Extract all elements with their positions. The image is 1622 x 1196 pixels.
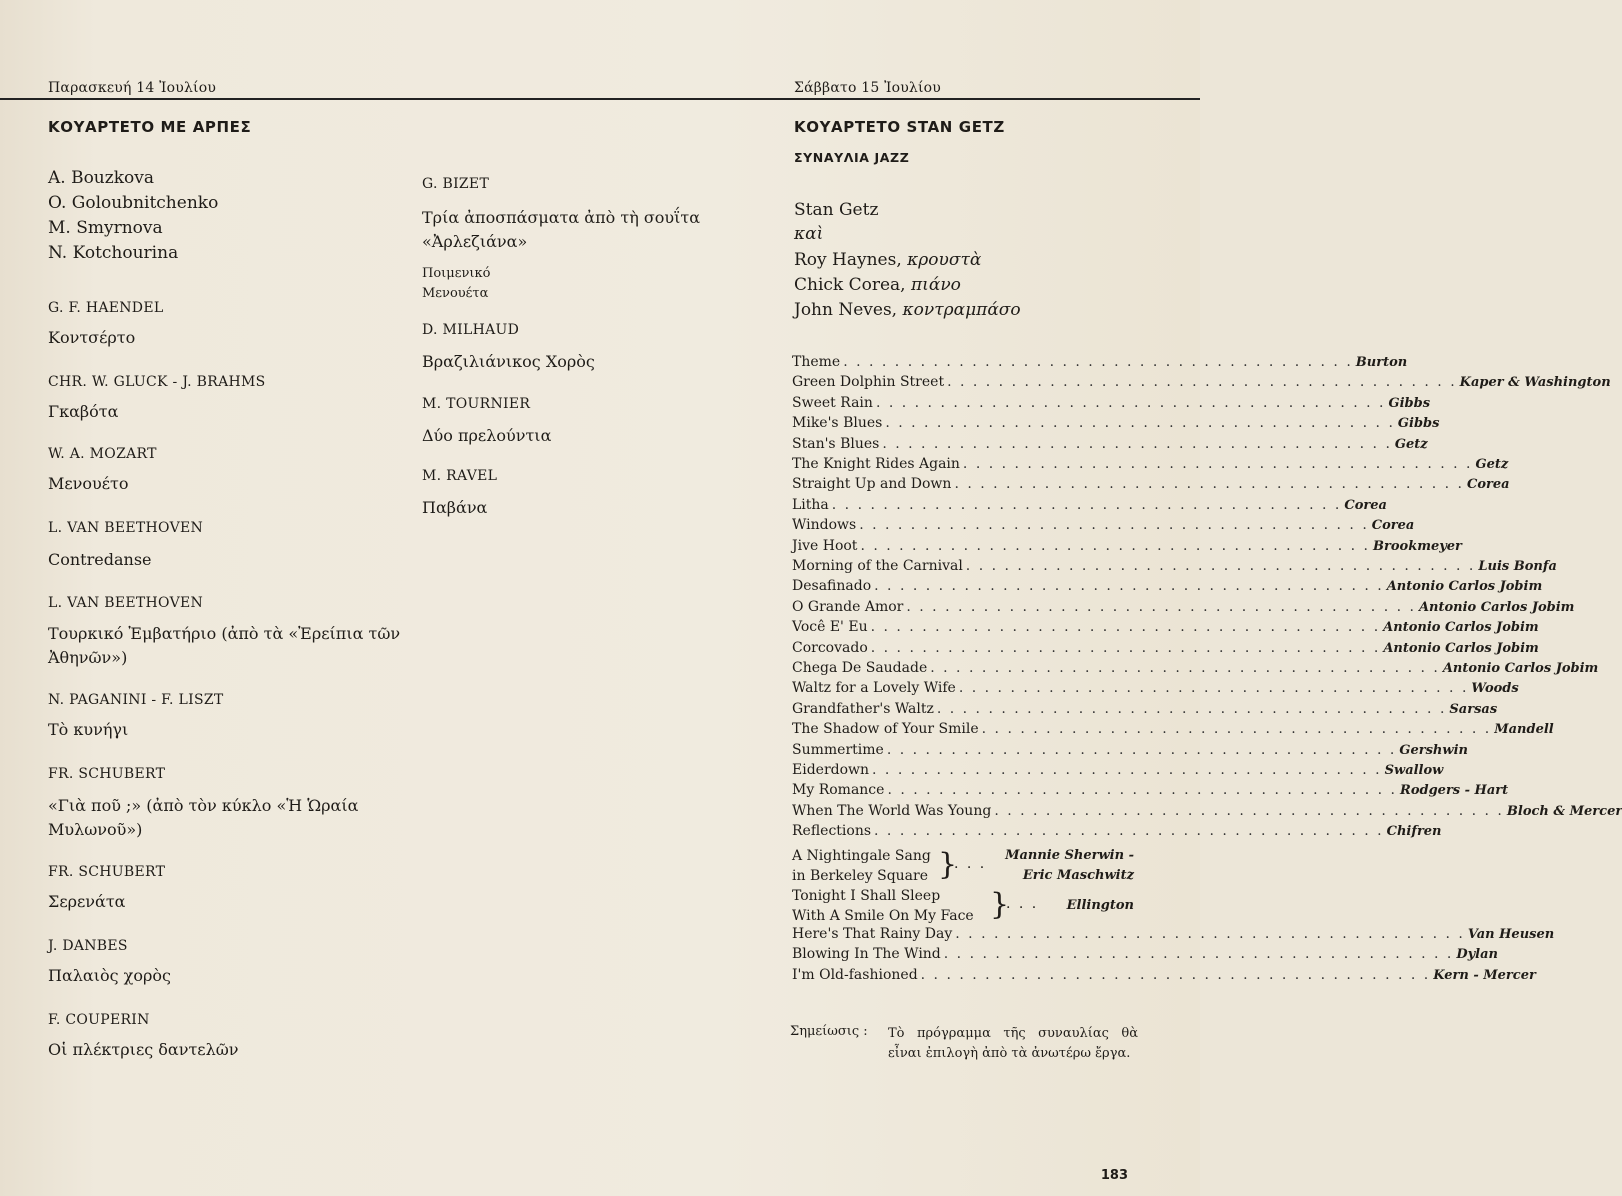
leader-dots: . . . . . . . . . . . . . . . . . . . . . . . . . . . . . . . . . . . . . . . . xyxy=(872,762,1382,778)
leader-dots: . . . . . . . . . . . . . . . . . . . . . . . . . . . . . . . . . . . . . . . . xyxy=(874,578,1384,595)
leader-dots: . . . . . . . . . . . . . . . . . . . . . . . . . . . . . . . . . . . . . . . . xyxy=(831,496,1342,513)
track-composer: Getz xyxy=(1394,436,1428,452)
composer: CHR. W. GLUCK - J. BRAHMS xyxy=(48,374,266,390)
track-title: Litha xyxy=(792,496,829,513)
performer: N. Kotchourina xyxy=(48,243,179,263)
note-text: Τὸ πρόγραμμα τῆς συναυλίας θὰ εἶναι ἐπιλογὴ ἀπὸ τὰ ἀνωτέρω ἔργα. xyxy=(888,1026,1138,1061)
work-title: Βραζιλιάνικος Χορὸς xyxy=(422,352,595,371)
track-title: Windows xyxy=(792,517,857,534)
composer: N. PAGANINI - F. LISZT xyxy=(48,692,224,708)
composer: G. F. HAENDEL xyxy=(48,300,164,316)
composer: L. VAN BEETHOVEN xyxy=(48,595,204,611)
track-title: Chega De Saudade xyxy=(792,660,928,676)
cast-line: Chick Corea, πιάνο xyxy=(794,275,961,295)
performer: M. Smyrnova xyxy=(48,218,163,238)
track-title: Você E' Eu xyxy=(792,619,868,636)
leader-dots: . . . . . . . . . . . . . . . . . . . . . . . . . . . . . . . . . . . . . . . . xyxy=(955,926,1465,942)
leader-dots: . . . . . . . . . . . . . . . . . . . . . . . . . . . . . . . . . . . . . . . . xyxy=(859,517,1369,534)
track-row xyxy=(792,721,1554,741)
leader-dots: . . . . . . . . . . . . . . . . . . . . . . . . . . . . . . . . . . . . . . . . xyxy=(930,660,1440,676)
work-part: Μενουέτα xyxy=(422,286,489,301)
performer: A. Bouzkova xyxy=(48,168,154,188)
performer: O. Goloubnitchenko xyxy=(48,193,219,213)
work-title: Κοντσέρτο xyxy=(48,328,136,347)
leader-dots: . . . . . . . . . . . . . . . . . . . . . . . . . . . . . . . . . . . . . . . . xyxy=(954,476,1465,493)
composer: FR. SCHUBERT xyxy=(48,766,166,782)
track-composer: Gibbs xyxy=(1397,416,1440,432)
track-row xyxy=(792,598,1575,619)
getz-quartet-title: ΚΟΥΑΡΤΕΤΟ STAN GETZ xyxy=(794,118,1005,136)
track-row xyxy=(792,966,1536,987)
leader-dots: . . . . . . . . . . . . . . . . . . . . . . . . . . . . . . . . . . . . . . . . xyxy=(906,598,1416,615)
leader-dots: . . . . . . . . . . . . . . . . . . . . . . . . . . . . . . . . . . . . . . . . xyxy=(885,415,1395,432)
work-title: «Γιὰ ποῦ ;» (ἀπὸ τὸν κύκλο «Ἡ Ὡραία Μυλωνοῦ») xyxy=(48,796,359,839)
track-row xyxy=(792,374,1611,394)
cast-line: καὶ xyxy=(794,224,824,244)
right-date-header: Σάββατο 15 Ἰουλίου xyxy=(794,80,942,96)
track-title: Grandfather's Waltz xyxy=(792,700,934,717)
track-pair xyxy=(792,846,1134,886)
leader-dots: . . . . . . . . . . . . . . . . . . . . . . . . . . . . . . . . . . . . . . . . xyxy=(962,456,1473,472)
harp-quartet-title: ΚΟΥΑΡΤΕΤΟ ΜΕ ΑΡΠΕΣ xyxy=(48,118,252,136)
leader-dots: . . . . . . . . . . . . . . . . . . . . . . . . . . . . . . . . . . . . . . . . xyxy=(860,537,1371,554)
track-title: The Shadow of Your Smile xyxy=(792,721,979,738)
work-title: Τὸ κυνήγι xyxy=(48,720,129,739)
composer: G. BIZET xyxy=(422,176,490,192)
track-title: Reflections xyxy=(792,823,872,840)
leader-dots: . . . . . . . . . . . . . . . . . . . . . . . . . . . . . . . . . . . . . . . . xyxy=(994,802,1504,819)
work-title: Contredanse xyxy=(48,550,152,569)
cast-line: John Neves, κοντραμπάσο xyxy=(794,300,1021,320)
work-title: Γκαβότα xyxy=(48,402,119,421)
track-row xyxy=(792,415,1440,435)
track-composer: Luis Bonfa xyxy=(1478,559,1557,574)
track-composer: Antonio Carlos Jobim xyxy=(1386,579,1543,595)
track-row xyxy=(792,700,1498,721)
track-title: Waltz for a Lovely Wife xyxy=(792,680,956,697)
track-title: Straight Up and Down xyxy=(792,476,952,493)
composer: F. COUPERIN xyxy=(48,1012,150,1028)
track-row xyxy=(792,619,1539,639)
track-row xyxy=(792,496,1387,517)
leader-dots: . . . . . . . . . . . . . . . . . . . . . . . . . . . . . . . . . . . . . . . . xyxy=(943,946,1454,963)
work-title: Οἱ πλέκτριες δαντελῶν xyxy=(48,1040,239,1059)
track-title: Tonight I Shall Sleep xyxy=(792,888,941,904)
track-row xyxy=(792,926,1555,946)
track-composer: Corea xyxy=(1467,477,1510,493)
track-row xyxy=(792,802,1622,823)
track-composer: Mannie Sherwin - xyxy=(1005,848,1134,863)
track-composer: Gershwin xyxy=(1399,742,1468,758)
track-row xyxy=(792,476,1510,496)
track-composer: Antonio Carlos Jobim xyxy=(1383,640,1539,656)
track-pair xyxy=(792,886,1134,926)
composer: W. A. MOZART xyxy=(48,446,157,462)
track-row xyxy=(792,517,1415,537)
track-composer: Dylan xyxy=(1456,947,1498,963)
leader-dots: . . . . . . . . . . . . . . . . . . . . . . . . . . . . . . . . . . . . . . . . xyxy=(882,435,1392,452)
track-row xyxy=(792,394,1431,415)
track-title: Stan's Blues xyxy=(792,435,880,452)
track-composer: Corea xyxy=(1344,497,1387,513)
work-title: Μενουέτο xyxy=(48,474,129,493)
work-title: Παβάνα xyxy=(422,498,488,517)
track-composer: Swallow xyxy=(1384,763,1444,778)
track-title: Summertime xyxy=(792,741,884,758)
leader-dots: . . . . . . . . . . . . . . . . . . . . . . . . . . . . . . . . . . . . . . . . xyxy=(870,619,1381,636)
work-title: Τρία ἀποσπάσματα ἀπὸ τὴ σουΐτα «Ἀρλεζιάνα» xyxy=(422,208,701,251)
track-composer: Kern - Mercer xyxy=(1433,967,1536,983)
track-title: Mike's Blues xyxy=(792,415,883,432)
composer: J. DANBES xyxy=(48,938,128,954)
track-composer: Antonio Carlos Jobim xyxy=(1418,599,1575,615)
track-row xyxy=(792,456,1509,476)
work-title: Τουρκικό Ἐμβατήριο (ἀπὸ τὰ «Ἐρείπια τῶν Ἀθηνῶν») xyxy=(48,624,401,667)
leader-dots: . . . . . . . . . . . . . . . . . . . . . . . . . . . . . . . . . . . . . . . . xyxy=(874,823,1384,840)
leader-dots: . . . . . . . . . . . . . . . . . . . . . . . . . . . . . . . . . . . . . . . . xyxy=(947,374,1457,391)
leader-dots: . . . . . . . . . . . . . . . . . . . . . . . . . . . . . . . . . . . . . . . . xyxy=(965,558,1476,574)
track-title: Green Dolphin Street xyxy=(792,374,945,391)
track-row xyxy=(792,558,1557,578)
track-composer: Gibbs xyxy=(1388,395,1431,411)
composer: M. TOURNIER xyxy=(422,396,531,412)
header-rule xyxy=(0,98,1200,100)
track-composer: Woods xyxy=(1471,681,1519,697)
track-row xyxy=(792,782,1509,802)
leader-dots: . . . . . . . . . . . . . . . . . . . . . . . . . . . . . . . . . . . . . . . . xyxy=(936,700,1447,717)
track-title: Corcovado xyxy=(792,639,868,656)
leader-dots: . . . . . . . . . . . . . . . . . . . . . . . . . . . . . . . . . . . . . . . . xyxy=(981,721,1492,738)
track-title: When The World Was Young xyxy=(792,802,992,819)
track-row xyxy=(792,537,1462,558)
track-title: Here's That Rainy Day xyxy=(792,926,953,942)
track-composer: Bloch & Mercer xyxy=(1506,803,1622,819)
track-row xyxy=(792,578,1543,598)
leader-dots: . . . . . . . . . . . . . . . . . . . . . . . . . . . . . . . . . . . . . . . . xyxy=(875,394,1386,411)
track-composer: Sarsas xyxy=(1449,701,1498,717)
work-part: Ποιμενικό xyxy=(422,266,491,281)
track-composer: Eric Maschwitz xyxy=(1022,868,1134,883)
track-composer: Antonio Carlos Jobim xyxy=(1383,620,1539,636)
track-title: My Romance xyxy=(792,782,885,799)
leader-dots: . . . . . . . . . . . . . . . . . . . . . . . . . . . . . . . . . . . . . . . . xyxy=(920,966,1431,983)
track-title: Eiderdown xyxy=(792,762,870,778)
track-row xyxy=(792,762,1444,782)
track-composer: Burton xyxy=(1355,355,1408,370)
work-title: Σερενάτα xyxy=(48,892,126,911)
leader-dots: . . . . . . . . . . . . . . . . . . . . . . . . . . . . . . . . . . . . . . . . xyxy=(870,639,1381,656)
track-title: O Grande Amor xyxy=(792,598,904,615)
page-number: 183 xyxy=(1100,1168,1128,1183)
brace: } xyxy=(990,887,1010,922)
track-title: Theme xyxy=(792,354,841,370)
work-title: Παλαιὸς χορὸς xyxy=(48,966,171,985)
track-composer: Mandell xyxy=(1494,722,1554,738)
jazz-concert-subtitle: ΣΥΝΑΥΛΙΑ JAZZ xyxy=(794,150,910,165)
track-composer: Brookmeyer xyxy=(1373,538,1462,554)
track-title: With A Smile On My Face xyxy=(792,908,974,924)
cast-line: Stan Getz xyxy=(794,200,879,220)
track-title: Desafinado xyxy=(792,578,872,595)
track-title: I'm Old-fashioned xyxy=(792,966,918,983)
track-row xyxy=(792,660,1599,680)
track-composer: Rodgers - Hart xyxy=(1400,783,1509,799)
leader-dots: . . . xyxy=(954,856,987,872)
leader-dots: . . . . . . . . . . . . . . . . . . . . . . . . . . . . . . . . . . . . . . . . xyxy=(958,680,1469,697)
leader-dots: . . . xyxy=(1006,896,1039,912)
track-row xyxy=(792,741,1468,762)
composer: FR. SCHUBERT xyxy=(48,864,166,880)
track-composer: Corea xyxy=(1371,518,1415,534)
track-row xyxy=(792,639,1539,660)
cast-line: Roy Haynes, κρουστὰ xyxy=(794,250,982,270)
track-row xyxy=(792,946,1498,966)
track-row xyxy=(792,354,1408,374)
work-title: Δύο πρελούντια xyxy=(422,426,552,445)
composer: M. RAVEL xyxy=(422,468,498,484)
brace: } xyxy=(938,847,958,882)
track-title: A Nightingale Sang xyxy=(792,848,931,864)
composer: D. MILHAUD xyxy=(422,322,520,338)
track-row xyxy=(792,823,1442,843)
left-date-header: Παρασκευή 14 Ἰουλίου xyxy=(48,80,217,96)
track-composer: Getz xyxy=(1475,457,1509,472)
track-row xyxy=(792,435,1428,456)
leader-dots: . . . . . . . . . . . . . . . . . . . . . . . . . . . . . . . . . . . . . . . . xyxy=(843,354,1353,370)
leader-dots: . . . . . . . . . . . . . . . . . . . . . . . . . . . . . . . . . . . . . . . . xyxy=(887,782,1398,799)
track-title: Jive Hoot xyxy=(792,537,858,554)
track-title: Morning of the Carnival xyxy=(792,558,963,574)
track-composer: Antonio Carlos Jobim xyxy=(1442,661,1599,676)
leader-dots: . . . . . . . . . . . . . . . . . . . . . . . . . . . . . . . . . . . . . . . . xyxy=(886,741,1397,758)
track-composer: Van Heusen xyxy=(1467,927,1555,942)
track-title: in Berkeley Square xyxy=(792,868,928,884)
track-row xyxy=(792,680,1519,700)
track-title: The Knight Rides Again xyxy=(792,456,960,472)
track-composer: Kaper & Washington xyxy=(1459,375,1611,391)
track-title: Blowing In The Wind xyxy=(792,946,941,963)
track-composer: Chifren xyxy=(1386,824,1442,840)
track-title: Sweet Rain xyxy=(792,394,873,411)
composer: L. VAN BEETHOVEN xyxy=(48,520,204,536)
note-label: Σημείωσις : xyxy=(790,1024,868,1039)
track-composer: Ellington xyxy=(1066,898,1134,913)
